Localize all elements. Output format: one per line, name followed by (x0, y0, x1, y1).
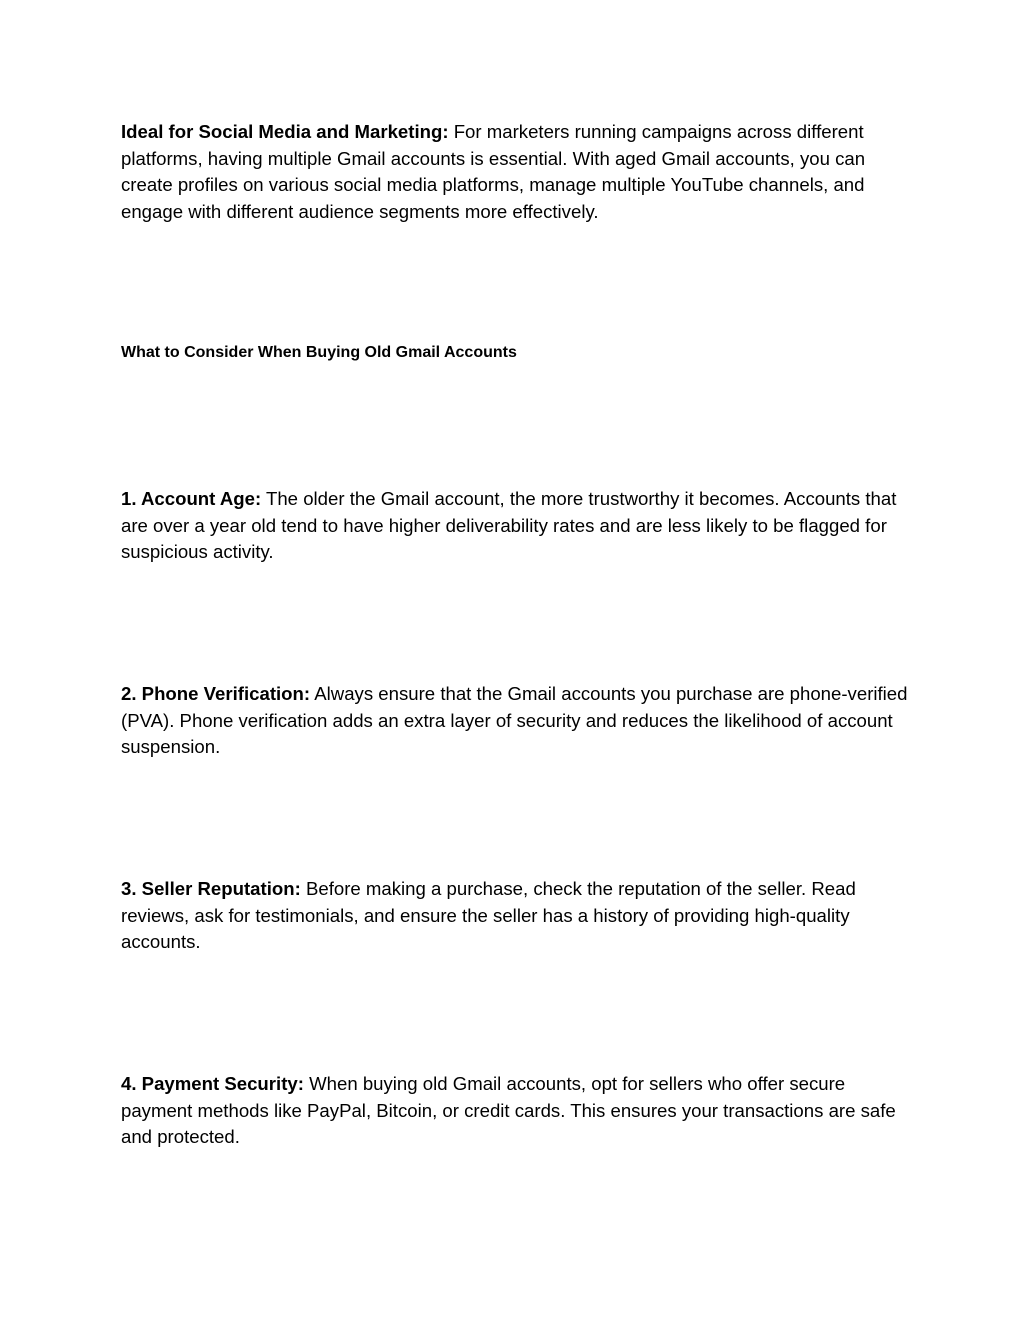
intro-text: For marketers running campaigns across different platforms, having multiple Gmail accounts is essential. With aged Gmail accounts, you can create profiles on various social media platforms, manage multiple YouTube channels, and engage with different audience segments more effectively. (121, 121, 866, 222)
item-phone-verification (121, 681, 911, 761)
item-payment-security (121, 1071, 911, 1151)
item-text: When buying old Gmail accounts, opt for sellers who offer secure payment methods like PayPal, Bitcoin, or credit cards. This ensures your transactions are safe and protected. (121, 1073, 896, 1148)
item-text: Before making a purchase, check the reputation of the seller. Read reviews, ask for testimonials, and ensure the seller has a history of providing high-quality accounts. (121, 878, 856, 953)
intro-lead: Ideal for Social Media and Marketing: (121, 121, 449, 142)
section-heading: What to Consider When Buying Old Gmail Accounts (121, 344, 517, 361)
item-text: Always ensure that the Gmail accounts you purchase are phone-verified (PVA). Phone verification adds an extra layer of security and reduces the likelihood of account suspension. (121, 683, 908, 758)
item-account-age (121, 486, 911, 566)
item-text: The older the Gmail account, the more trustworthy it becomes. Accounts that are over a year old tend to have higher deliverability rates and are less likely to be flagged for suspicious activity. (121, 488, 897, 563)
item-lead: 4. Payment Security: (121, 1073, 304, 1094)
intro-paragraph (121, 119, 911, 225)
item-seller-reputation (121, 876, 911, 956)
item-lead: 1. Account Age: (121, 488, 262, 509)
item-lead: 2. Phone Verification: (121, 683, 311, 704)
item-lead: 3. Seller Reputation: (121, 878, 301, 899)
